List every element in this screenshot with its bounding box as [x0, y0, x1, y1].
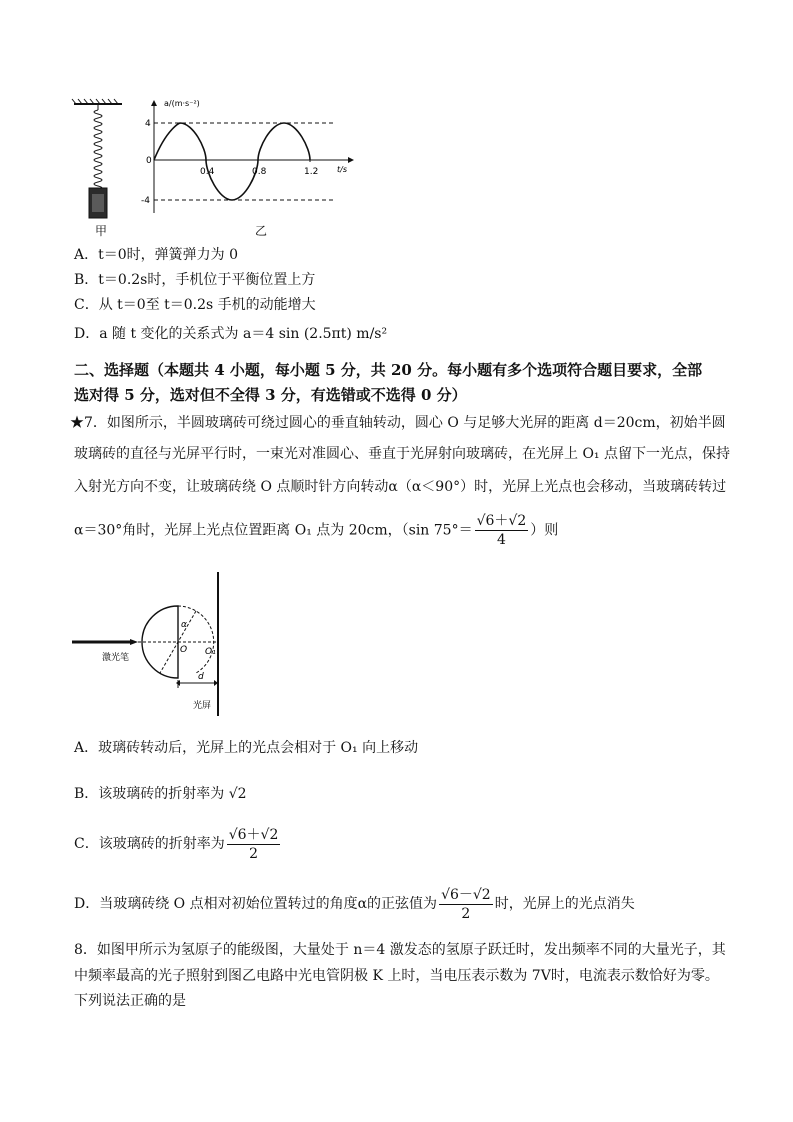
section2-heading-line1: 二、选择题（本题共 4 小题，每小题 5 分，共 20 分。每小题有多个选项符合题目要求，全部 — [74, 361, 703, 379]
section2-heading-line2: 选对得 5 分，选对但不全得 3 分，有选错或不选得 0 分） — [74, 386, 467, 404]
alpha-label: α — [181, 620, 187, 630]
option-c-denominator: 2 — [249, 845, 258, 862]
q7-stem-line4-end: ）则 — [530, 522, 559, 539]
option-d-numerator: √6－√2 — [441, 886, 491, 903]
sin75-denominator: 4 — [496, 532, 506, 548]
q6-option-a: A．t＝0时，弹簧弹力为 0 — [74, 247, 239, 263]
acceleration-time-graph — [140, 98, 360, 218]
figure-label-jia: 甲 — [95, 224, 108, 238]
option-c-fraction — [227, 826, 281, 863]
x-tick-0.8: 0.8 — [252, 167, 267, 177]
y-tick-neg4: -4 — [141, 196, 150, 206]
center-o-label: O — [180, 645, 188, 655]
q8-stem-line2: 中频率最高的光子照射到图乙电路中光电管阴极 K 上时，当电压表示数为 7V时，电流表示数恰好为零。 — [74, 968, 719, 984]
sin75-numerator: √6＋√2 — [476, 513, 527, 529]
screen-label: 光屏 — [193, 701, 212, 711]
q8-stem-line3: 下列说法正确的是 — [74, 993, 186, 1009]
q7-option-b: B．该玻璃砖的折射率为 √2 — [74, 786, 247, 802]
option-d-denominator: 2 — [461, 905, 471, 922]
q7-stem-line1: ★7．如图所示，半圆玻璃砖可绕过圆心的垂直轴转动，圆心 O 与足够大光屏的距离 d＝20cm，初始半圆 — [70, 415, 726, 431]
q7-stem-line3: 入射光方向不变，让玻璃砖绕 O 点顺时针方向转动α（α＜90°）时，光屏上光点也会移动，当玻璃砖转过 — [74, 479, 727, 495]
q7-option-c-text: C．该玻璃砖的折射率为 — [74, 836, 225, 852]
sin75-fraction — [475, 512, 529, 549]
option-d-fraction — [439, 886, 493, 923]
q7-option-c — [74, 824, 282, 864]
x-tick-0.4: 0.4 — [200, 167, 215, 177]
q7-option-d — [74, 884, 635, 924]
o1-label: O₁ — [205, 647, 216, 657]
y-axis-label: a/(m·s⁻²) — [164, 99, 200, 108]
x-tick-1.2: 1.2 — [304, 167, 319, 177]
q7-stem-line4 — [74, 512, 558, 549]
spring-figure — [70, 98, 130, 238]
q6-option-d: D．a 随 t 变化的关系式为 a＝4 sin (2.5πt) m/s² — [74, 326, 388, 342]
glass-brick-diagram — [70, 568, 240, 718]
figure-label-yi: 乙 — [255, 224, 268, 238]
option-c-numerator: √6＋√2 — [228, 826, 279, 843]
q6-option-b: B．t＝0.2s时，手机位于平衡位置上方 — [74, 272, 316, 288]
q7-stem-line4-text: α＝30°角时，光屏上光点位置距离 O₁ 点为 20cm，（sin 75°＝ — [74, 522, 473, 539]
q6-option-c: C．从 t＝0至 t＝0.2s 手机的动能增大 — [74, 297, 316, 313]
q7-stem-line2: 玻璃砖的直径与光屏平行时，一束光对准圆心、垂直于光屏射向玻璃砖，在光屏上 O₁ 点留下一光点，保持 — [74, 446, 730, 462]
d-label: d — [198, 672, 204, 682]
x-axis-label: t/s — [337, 165, 347, 174]
q7-option-a: A．玻璃砖转动后，光屏上的光点会相对于 O₁ 向上移动 — [74, 740, 419, 756]
q7-option-d-text: D．当玻璃砖绕 O 点相对初始位置转过的角度α的正弦值为 — [74, 896, 438, 912]
q8-stem-line1: 8．如图甲所示为氢原子的能级图，大量处于 n＝4 激发态的氢原子跃迁时，发出频率不同的大量光子，其 — [74, 942, 726, 958]
q7-option-d-end: 时，光屏上的光点消失 — [494, 896, 635, 912]
y-tick-0: 0 — [146, 156, 152, 166]
laser-pen-label: 激光笔 — [102, 653, 130, 663]
y-tick-4: 4 — [145, 119, 151, 129]
